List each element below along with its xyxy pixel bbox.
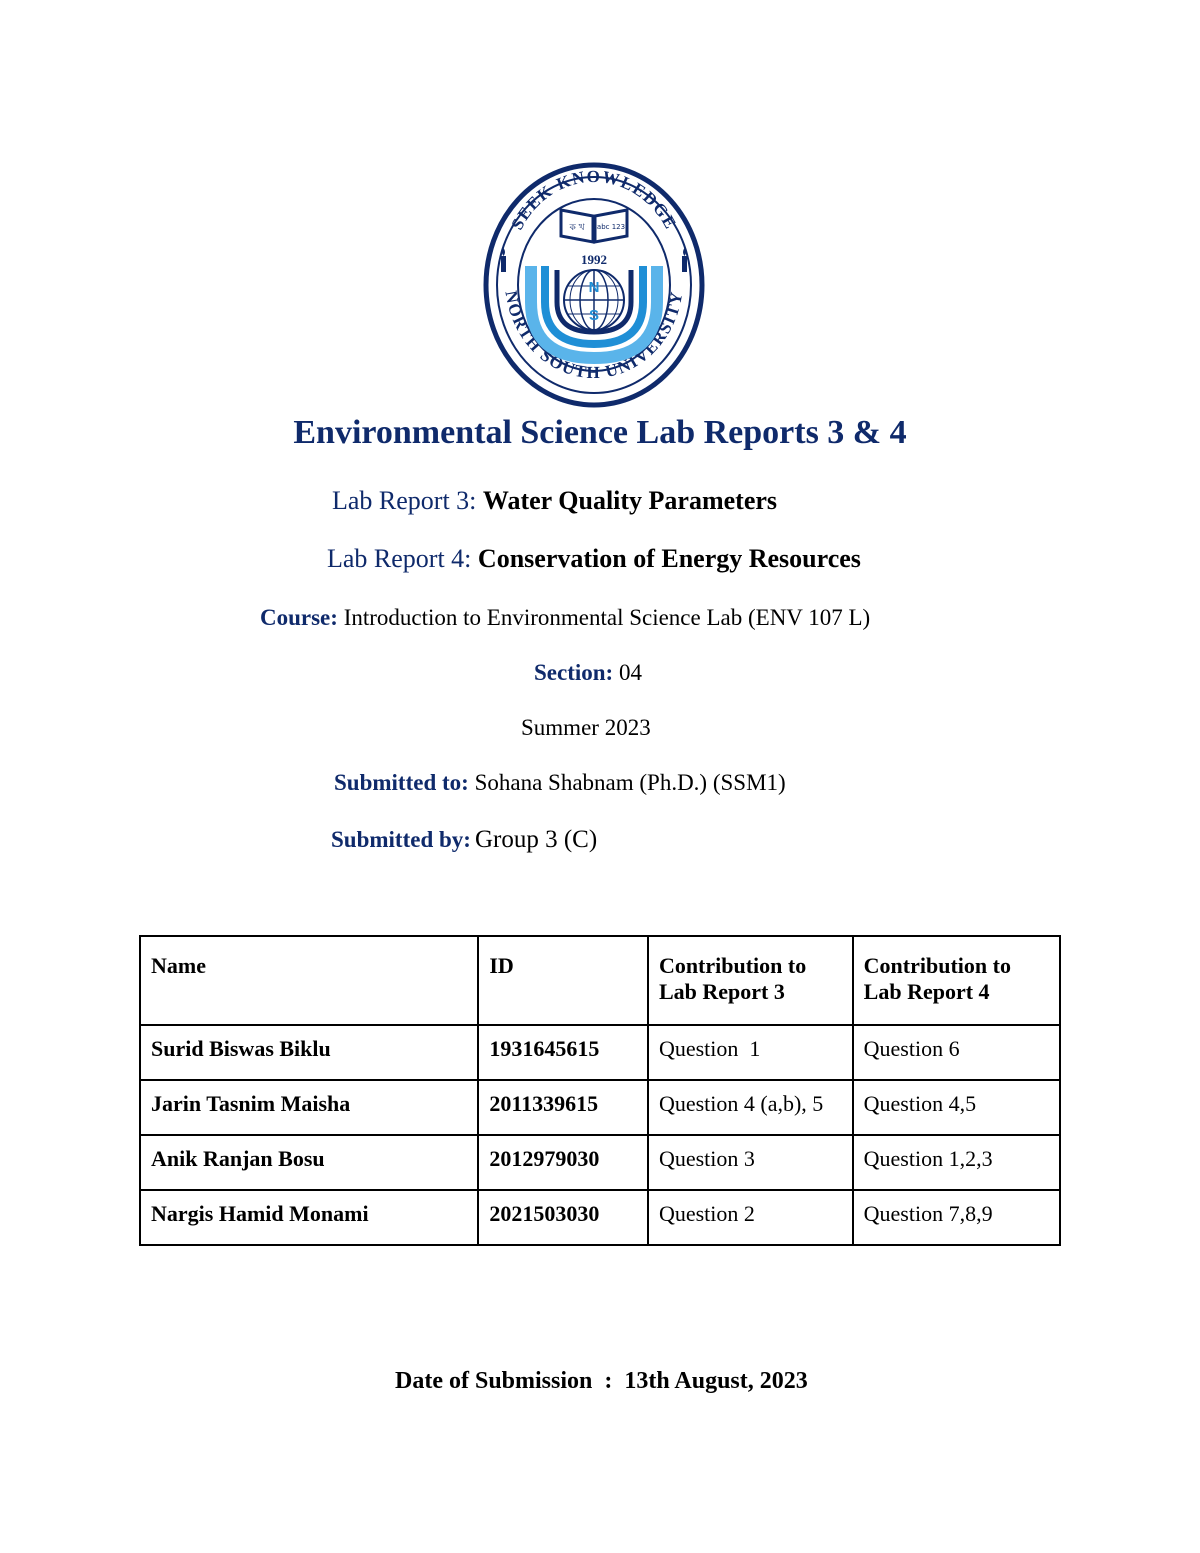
lab4-contribution: Question 1,2,3	[853, 1135, 1060, 1190]
report-title: Environmental Science Lab Reports 3 & 4	[293, 414, 907, 451]
lab-report-4-value: Conservation of Energy Resources	[477, 544, 861, 573]
lab-report-3-value: Water Quality Parameters	[482, 486, 778, 515]
section-line	[534, 660, 642, 686]
submission-date-separator: :	[604, 1368, 613, 1394]
table-row	[140, 1025, 1060, 1080]
seal-letter-s: S	[588, 307, 600, 324]
course-label: Course:	[260, 605, 338, 630]
member-id: 2012979030	[478, 1135, 648, 1190]
header-lab3: Contribution to Lab Report 3	[648, 936, 853, 1025]
table-row	[140, 1135, 1060, 1190]
course-line	[260, 605, 870, 631]
book-left-text: ক খ	[569, 223, 585, 233]
lab3-contribution: Question 4 (a,b), 5	[648, 1080, 853, 1135]
seal-top-text: SEEK KNOWLEDGE	[507, 166, 681, 233]
table-row	[140, 1190, 1060, 1245]
member-id: 2011339615	[478, 1080, 648, 1135]
lab4-contribution: Question 4,5	[853, 1080, 1060, 1135]
globe-icon	[564, 270, 624, 330]
course-value: Introduction to Environmental Science Lab (ENV 107 L)	[343, 605, 871, 630]
section-value: 04	[618, 660, 642, 685]
submitted-to-label: Submitted to:	[334, 770, 469, 795]
lab3-contribution: Question 3	[648, 1135, 853, 1190]
member-id: 1931645615	[478, 1025, 648, 1080]
lab-report-4-line	[327, 544, 861, 574]
term: Summer 2023	[521, 715, 651, 740]
submission-date-value: 13th August, 2023	[624, 1368, 808, 1394]
lab3-contribution: Question 2	[648, 1190, 853, 1245]
submitted-to-value: Sohana Shabnam (Ph.D.) (SSM1)	[474, 770, 786, 795]
header-name: Name	[140, 936, 478, 1025]
member-name: Nargis Hamid Monami	[140, 1190, 478, 1245]
header-id: ID	[478, 936, 648, 1025]
seal-bottom-text: NORTH SOUTH UNIVERSITY	[501, 289, 687, 383]
submitted-by-label: Submitted by:	[331, 827, 471, 852]
university-seal-logo	[483, 162, 705, 408]
member-name: Jarin Tasnim Maisha	[140, 1080, 478, 1135]
lab4-contribution: Question 7,8,9	[853, 1190, 1060, 1245]
lab-report-4-label: Lab Report 4:	[327, 544, 472, 573]
contribution-table	[139, 935, 1061, 1246]
submitted-by-line	[331, 826, 597, 854]
book-right-text: abc 123	[596, 223, 626, 231]
lab-report-3-label: Lab Report 3:	[332, 486, 477, 515]
header-lab4: Contribution to Lab Report 4	[853, 936, 1060, 1025]
member-name: Anik Ranjan Bosu	[140, 1135, 478, 1190]
lab-report-3-line	[332, 486, 777, 516]
submitted-by-value: Group 3 (C)	[474, 826, 598, 853]
lab3-contribution: Question 1	[648, 1025, 853, 1080]
submitted-to-line	[334, 770, 786, 796]
member-name: Surid Biswas Biklu	[140, 1025, 478, 1080]
table-header-row	[140, 936, 1060, 1025]
submission-date-line	[395, 1368, 808, 1395]
section-label: Section:	[534, 660, 614, 685]
seal-letter-n: N	[588, 279, 600, 296]
submission-date-label: Date of Submission	[395, 1368, 593, 1394]
lab4-contribution: Question 6	[853, 1025, 1060, 1080]
book-icon	[561, 210, 627, 242]
member-id: 2021503030	[478, 1190, 648, 1245]
table-row	[140, 1080, 1060, 1135]
seal-year: 1992	[581, 252, 607, 267]
